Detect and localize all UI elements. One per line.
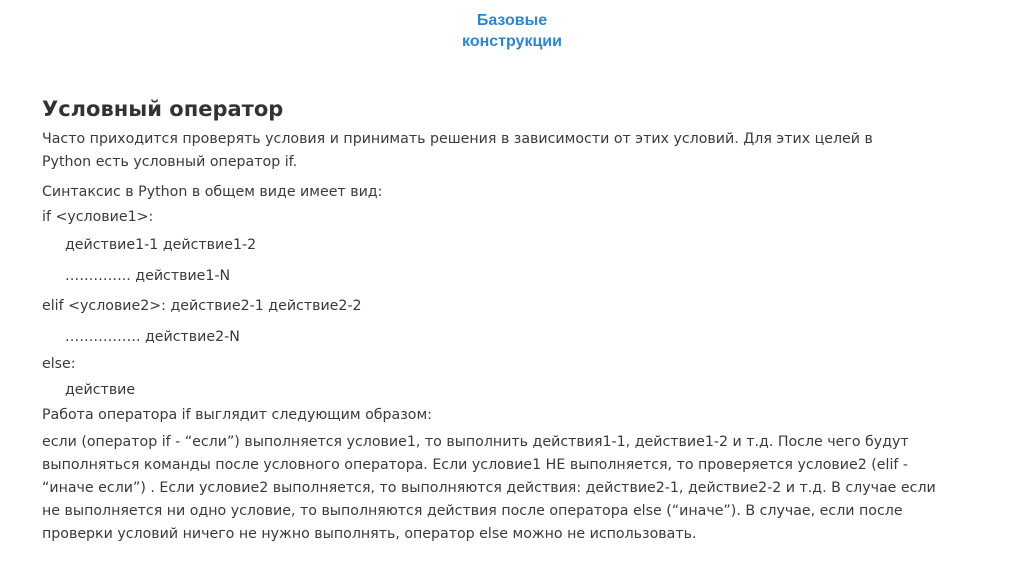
syntax-intro: Синтаксис в Python в общем виде имеет вид: — [42, 184, 383, 200]
explanation-line-4: не выполняется ни одно условие, то выполняются действия после оператора else (“иначе”). В случае, если после — [42, 503, 903, 519]
work-intro: Работа оператора if выглядит следующим образом: — [42, 407, 432, 423]
code-elif-line: elif <условие2>: действие2-1 действие2-2 — [42, 298, 362, 314]
slide-title-line2: конструкции — [462, 33, 562, 50]
code-if-line: if <условие1>: — [42, 209, 154, 225]
explanation-line-1: если (оператор if - “если”) выполняется условие1, то выполнить действия1-1, действие1-2 и т.д. После чего будут — [42, 434, 909, 450]
section-heading: Условный оператор — [42, 97, 284, 121]
intro-paragraph — [42, 128, 1017, 174]
explanation-line-2: выполняться команды после условного оператора. Если условие1 НЕ выполняется, то проверяется условие2 (elif - — [42, 457, 909, 473]
slide-title — [0, 10, 1024, 52]
code-else-line: else: — [42, 356, 76, 372]
explanation-line-5: проверки условий ничего не нужно выполнять, оператор else можно не использовать. — [42, 526, 697, 542]
code-actions2-n-line: ……………. действие2-N — [65, 329, 240, 345]
slide-title-line1: Базовые — [476, 12, 548, 29]
intro-line-1: Часто приходится проверять условия и принимать решения в зависимости от этих условий. Для этих целей в — [42, 131, 873, 147]
code-actions1-n-line: ………….. действие1-N — [65, 268, 231, 284]
intro-line-2: Python есть условный оператор if. — [42, 154, 298, 170]
code-else-action-line: действие — [65, 382, 136, 398]
code-actions1-line: действие1-1 действие1-2 — [65, 237, 257, 253]
explanation-paragraph — [42, 431, 1017, 546]
explanation-line-3: “иначе если”) . Если условие2 выполняется, то выполняются действия: действие2-1, действие2-2 и т.д. В случае если — [42, 480, 936, 496]
